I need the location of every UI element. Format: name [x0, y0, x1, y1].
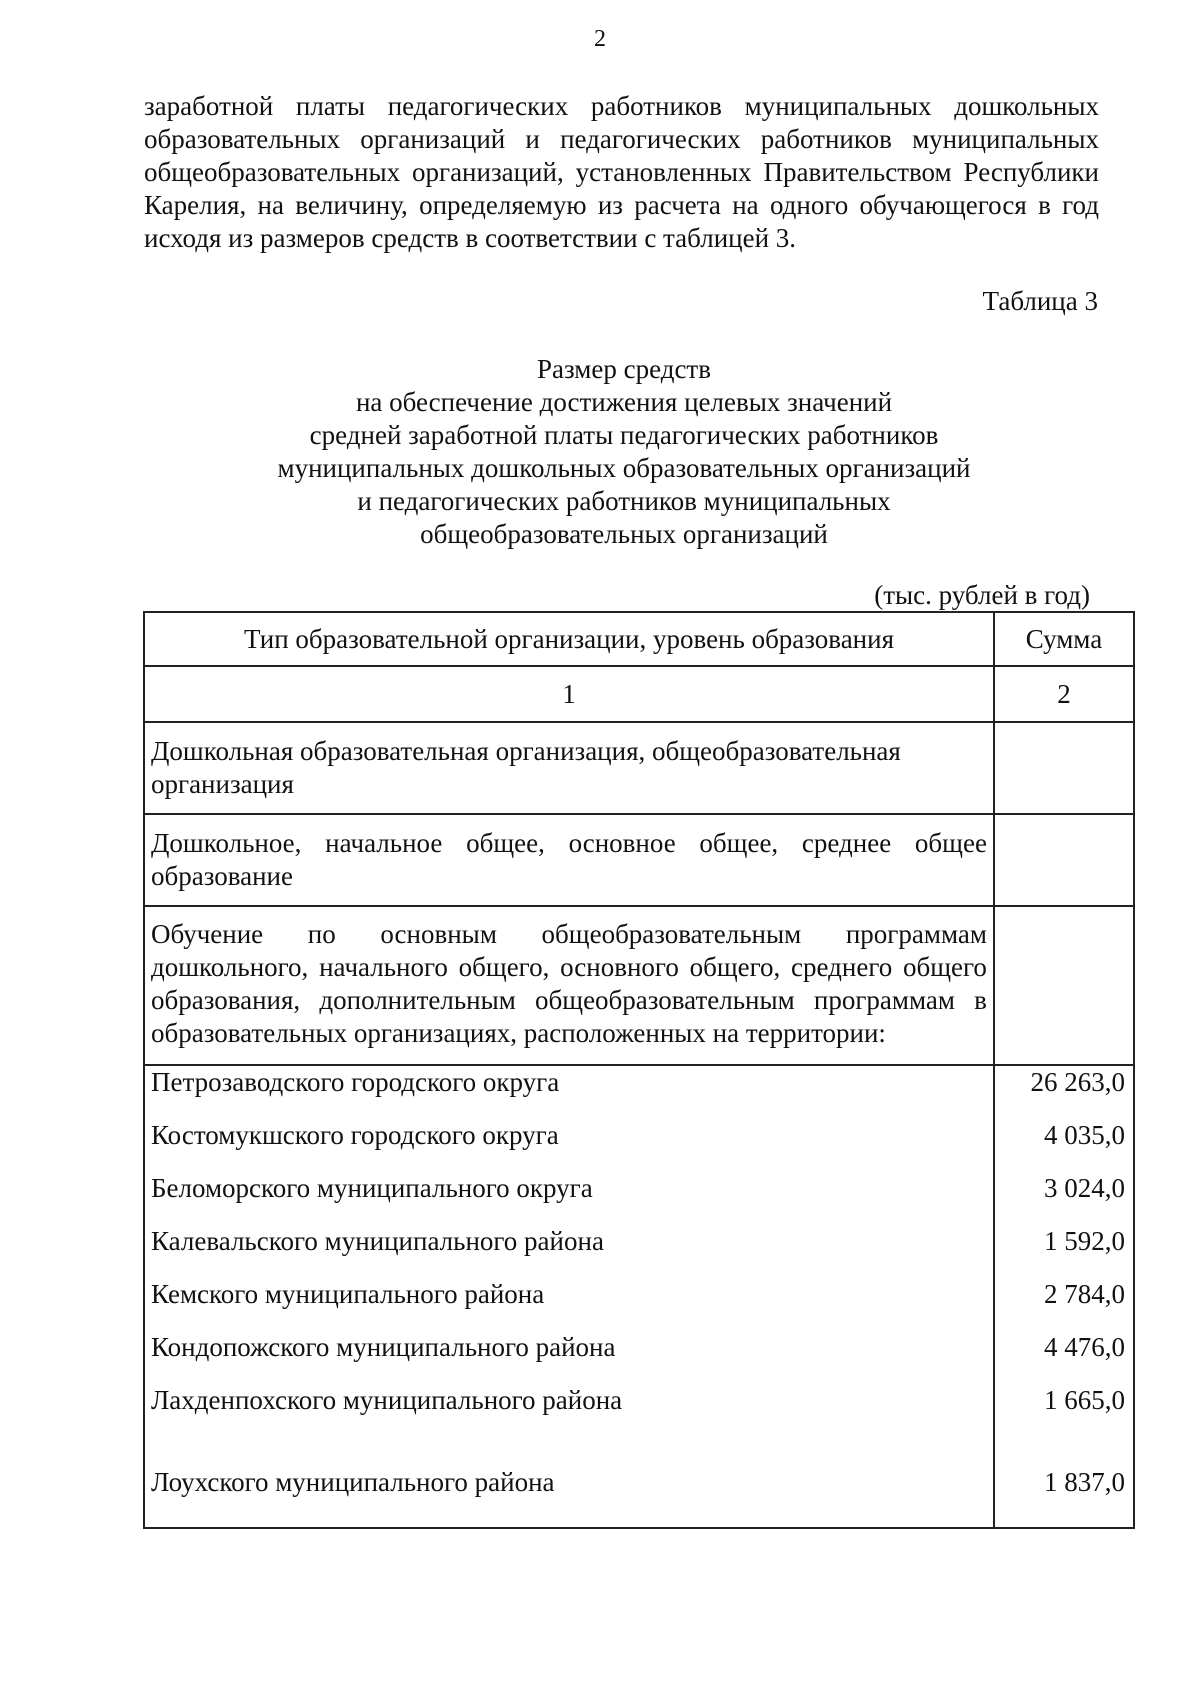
table-row — [144, 1384, 1134, 1437]
table-row — [144, 1331, 1134, 1384]
territory-name: Калевальского муниципального района — [144, 1225, 994, 1278]
units-label: (тыс. рублей в год) — [874, 580, 1090, 610]
caption-line: и педагогических работников муниципальных — [357, 486, 891, 516]
territory-name: Кондопожского муниципального района — [144, 1331, 994, 1384]
column-number-1: 1 — [144, 666, 994, 722]
table-row — [144, 1225, 1134, 1278]
section-cell: Обучение по основным общеобразовательным программам дошкольного, начального общего, основного общего, среднего общего образования, дополнительным общеобразовательным программам в образовательных организациях, расположенных на территории: — [144, 906, 994, 1065]
territory-name: Беломорского муниципального округа — [144, 1172, 994, 1225]
caption-line: Размер средств — [537, 354, 711, 384]
intro-paragraph: заработной платы педагогических работников муниципальных дошкольных образовательных организаций и педагогических работников муниципальных общеобразовательных организаций, установленных Правительством Республики Карелия, на величину, определяемую из расчета на одного обучающегося в год исходя из размеров средств в соответствии с таблицей 3. — [144, 91, 1099, 253]
territory-name: Лахденпохского муниципального района — [144, 1384, 994, 1437]
territory-name: Петрозаводского городского округа — [144, 1065, 994, 1119]
territory-sum: 4 035,0 — [994, 1119, 1134, 1172]
table-header-row — [144, 612, 1134, 666]
table-row — [144, 1065, 1134, 1119]
caption-line: на обеспечение достижения целевых значений — [355, 387, 893, 417]
caption-line: средней заработной платы педагогических работников — [309, 420, 939, 450]
section-sum-cell — [994, 906, 1134, 1065]
territory-sum: 1 592,0 — [994, 1225, 1134, 1278]
territory-sum: 2 784,0 — [994, 1278, 1134, 1331]
column-number-2: 2 — [994, 666, 1134, 722]
territory-name: Кемского муниципального района — [144, 1278, 994, 1331]
territory-sum: 4 476,0 — [994, 1331, 1134, 1384]
level-row — [144, 814, 1134, 906]
header-org-type: Тип образовательной организации, уровень образования — [144, 612, 994, 666]
table-row — [144, 1437, 1134, 1528]
caption-line: муниципальных дошкольных образовательных организаций — [277, 453, 971, 483]
page-number: 2 — [594, 26, 606, 52]
column-numbers-row — [144, 666, 1134, 722]
category-row — [144, 722, 1134, 814]
funding-table — [143, 611, 1135, 1529]
section-row — [144, 906, 1134, 1065]
caption-line: общеобразовательных организаций — [420, 519, 828, 549]
territory-name: Костомукшского городского округа — [144, 1119, 994, 1172]
table-row — [144, 1172, 1134, 1225]
territory-sum: 26 263,0 — [994, 1065, 1134, 1119]
header-sum: Сумма — [994, 612, 1134, 666]
table-row — [144, 1119, 1134, 1172]
level-cell: Дошкольное, начальное общее, основное общее, среднее общее образование — [144, 814, 994, 906]
table-caption — [0, 353, 1200, 551]
territory-sum: 3 024,0 — [994, 1172, 1134, 1225]
table-number: Таблица 3 — [982, 286, 1098, 316]
table-row — [144, 1278, 1134, 1331]
territory-sum: 1 837,0 — [994, 1437, 1134, 1528]
category-cell: Дошкольная образовательная организация, общеобразовательная организация — [144, 722, 994, 814]
level-sum-cell — [994, 814, 1134, 906]
territory-sum: 1 665,0 — [994, 1384, 1134, 1437]
territory-name: Лоухского муниципального района — [144, 1437, 994, 1528]
category-sum-cell — [994, 722, 1134, 814]
